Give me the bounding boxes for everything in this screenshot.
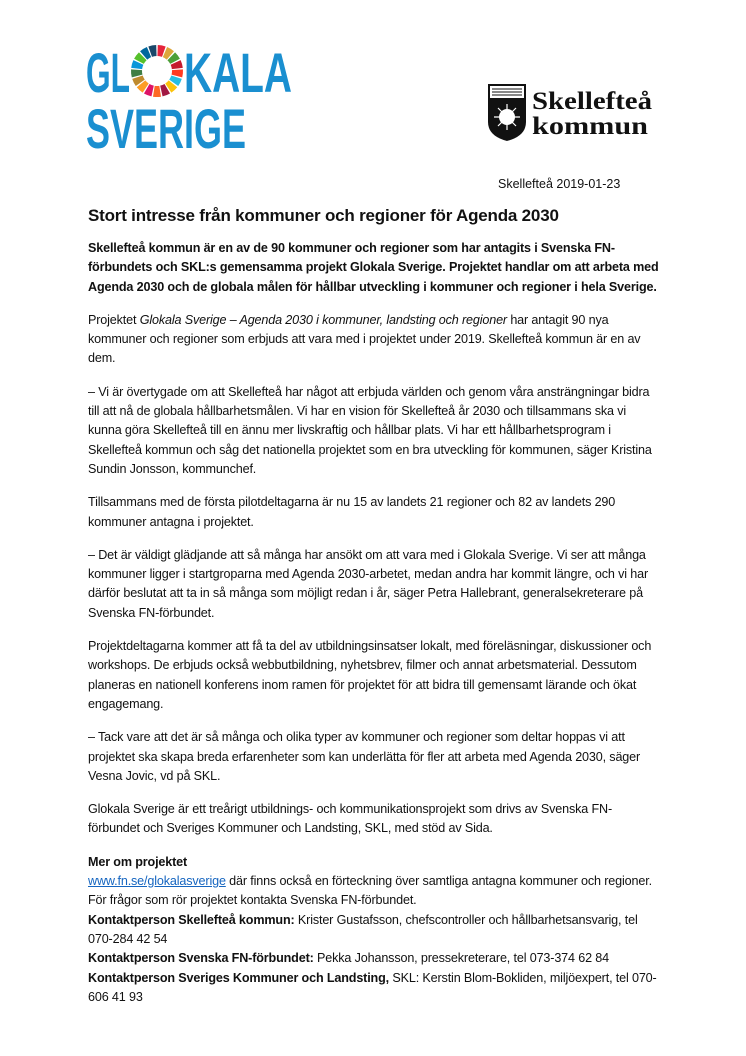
paragraph: – Det är väldigt glädjande att så många har ansökt om att vara med i Glokala Sverige. Vi ser att många kommuner ligger i startgroparna med Agenda 2030-arbetet, medan andra har kommit längre, och vi har därför beslutat att ta in så många som möjligt redan i år, säger Petra Hallebrant, generalsekreterare på Svenska FN-förbundet.: [88, 547, 649, 620]
svg-text:kommun: kommun: [532, 113, 649, 140]
paragraph: Tillsammans med de första pilotdeltagarna är nu 15 av landets 21 regioner och 82 av landets 290 kommuner antagna i projektet.: [88, 495, 616, 529]
contact-person: Kontaktperson Sveriges Kommuner och Landsting, SKL: Kerstin Blom-Bokliden, miljöexpert, tel 070-606 41 93: [88, 970, 657, 1004]
paragraph: Projektet Glokala Sverige – Agenda 2030 i kommuner, landsting och regioner har antagit 90 nya kommuner och regioner som erbjuds att vara med i projektet under 2019. Skellefteå kommun är en av dem.: [88, 312, 641, 366]
glokala-sverige-logo: [86, 41, 296, 160]
project-link[interactable]: www.fn.se/glokalasverige: [88, 874, 226, 889]
paragraph: Projektdeltagarna kommer att få ta del av utbildningsinsatser lokalt, med föreläsningar, diskussioner och workshops. De erbjuds också webbutbildning, nyhetsbrev, filmer och annat arbetsmaterial. Dessutom planeras en nationell konferens inom ramen för projektet för att bidra till gemensamt lärande och ökat engagemang.: [88, 639, 652, 711]
contact-person: Kontaktperson Svenska FN-förbundet: Pekka Johansson, pressekreterare, tel 073-374 62 84: [88, 951, 609, 966]
paragraph: Glokala Sverige är ett treårigt utbildnings- och kommunikationsprojekt som drivs av Svenska FN-förbundet och Sveriges Kommuner och Landsting, SKL, med stöd av Sida.: [88, 802, 613, 836]
contact-person: Kontaktperson Skellefteå kommun: Krister Gustafsson, chefscontroller och hållbarhetsansvarig, tel 070-284 42 54: [88, 912, 638, 946]
paragraph: – Tack vare att det är så många och olika typer av kommuner och regioner som deltar hoppas vi att projektet ska skapa breda erfarenheter som kan underlätta för fler att arbeta med Agenda 2030, säger Vesna Jovic, vd på SKL.: [88, 730, 641, 783]
page-title: Stort intresse från kommuner och regioner för Agenda 2030: [88, 206, 559, 225]
skelleftea-kommun-logo: [486, 82, 656, 142]
lead-paragraph: Skellefteå kommun är en av de 90 kommuner och regioner som har antagits i Svenska FN-förbundets och SKL:s gemensamma projekt Glokala Sverige. Projektet handlar om att arbeta med Agenda 2030 och de globala målen för hållbar utveckling i kommuner och regioner i hela Sverige.: [88, 241, 659, 294]
svg-text:GL: GL: [86, 41, 130, 104]
section-heading: Mer om projektet: [88, 854, 188, 869]
document-date: Skellefteå 2019-01-23: [498, 177, 621, 191]
press-release-body: [88, 205, 660, 1007]
contact-section: [88, 853, 660, 1007]
svg-text:Skellefteå: Skellefteå: [532, 88, 653, 115]
project-link-paragraph: www.fn.se/glokalasverige där finns också en förteckning över samtliga antagna kommuner och regioner. För frågor som rör projektet kontakta Svenska FN-förbundet.: [88, 874, 652, 908]
svg-text:KALA: KALA: [184, 41, 292, 104]
svg-text:SVERIGE: SVERIGE: [86, 97, 246, 160]
sdg-wheel-segment: [153, 86, 161, 97]
paragraph: – Vi är övertygade om att Skellefteå har något att erbjuda världen och genom våra ansträngningar bidra till att nå de globala hållbarhetsmålen. Vi har en vision för Skellefteå år 2030 och tillsammans ska vi kunna göra Skellefteå till en ännu mer livskraftig och hållbar plats. Vi har ett hållbarhetsprogram i Skellefteå kommun och såg det nationella projektet som en bra utveckling för kommunen, säger Kristina Sundin Jonsson, kommunchef.: [88, 384, 652, 476]
